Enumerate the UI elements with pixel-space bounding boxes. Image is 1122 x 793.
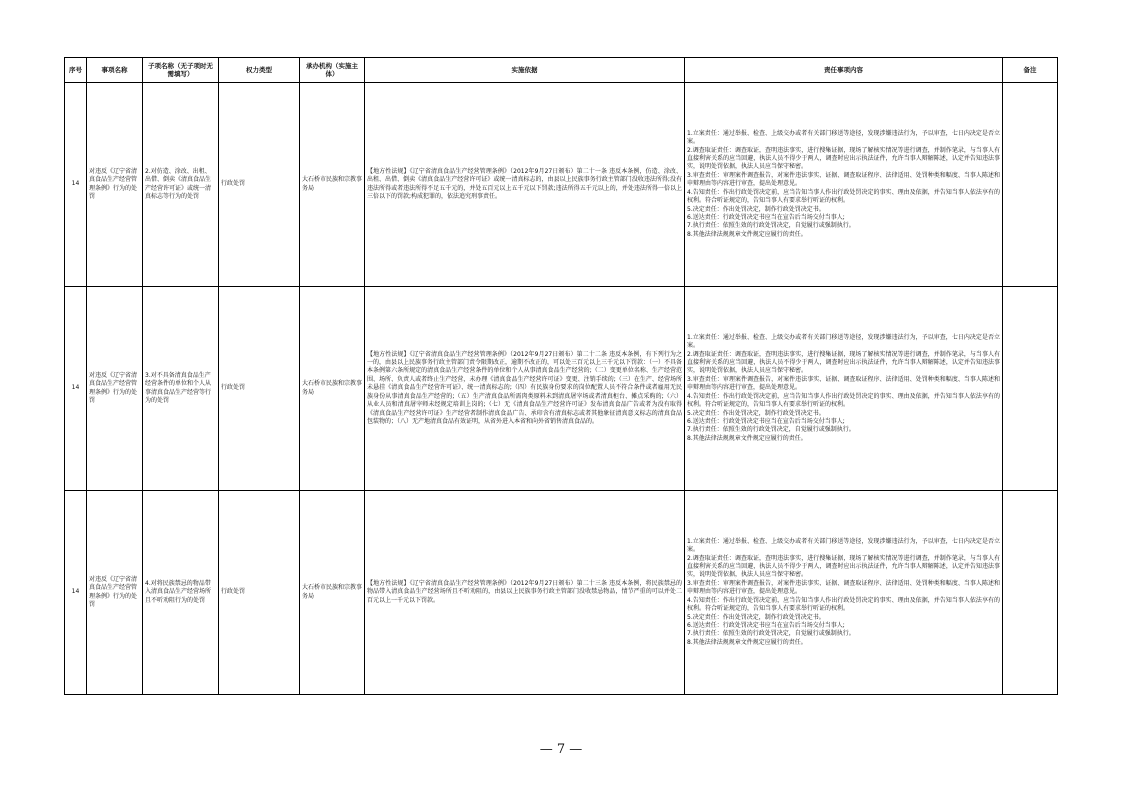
cell-no: 14	[65, 287, 87, 491]
responsibility-line: 4.告知责任：作出行政处罚决定前，应当告知当事人作出行政处罚决定的事实、理由及依据，并告知当事人依法享有的权利。符合听证规定的，告知当事人有要求举行听证的权利。	[687, 392, 1000, 409]
responsibility-line: 2.调查取证责任：调查取证，查明违法事实，进行搜集证据，现场了解核实情况等进行调查，并制作笔录，与当事人有直接利害关系的应当回避，执法人员不得少于两人，调查时应出示执法证件，允许当事人辩解陈述，认定并告知违法事实，说明处罚依据，执法人员应当保守秘密。	[687, 146, 1000, 171]
responsibility-line: 1.立案责任：通过举报、检查、上级交办或者有关部门移送等途径，发现涉嫌违法行为，予以审查，七日内决定是否立案。	[687, 333, 1000, 350]
cell-subitem-name: 2.对仿造、涂改、出租、出借、倒卖《清真食品生产经营许可证》或统一清真标志等行为的处罚	[143, 83, 219, 287]
cell-basis: 【地方性法规】《辽宁省清真食品生产经营管理条例》（2012年9月27日颁布）第二十二条 违反本条例，有下列行为之一的，由县以上民族事务行政主管部门责令限期改正，逾期不改正的，可以处三百元以上三千元以下罚款：（一）不具备本条例第六条所规定的清真食品生产经营条件的单位和个人从事清真食品生产经营的;（二）变更单位名称、生产经营范围、场所、负责人或者终止生产经营，未办理《清真食品生产经营许可证》变更、注销手续的;（三）在生产、经营场所未悬挂《清真食品生产经营许可证》、统一清真标志的;（四）有民族身份要求的岗位配置人员不符合条件或者雇用无民族身份从事清真食品生产经营的;（五）生产清真食品所需肉类原料未到清真屠宰场或者清真柜台、摊点采购的;（六）从业人员和清真屠宰师未经规定培训上岗的;（七）无《清真食品生产经营许可证》发布清真食品广告或者为没有取得《清真食品生产经营许可证》生产经营者制作清真食品广告、承印含有清真标志或者其他象征清真意义标志的清真食品包装物的；（八）无产地清真食品有效证明，从省外进入本省和向外省销售清真食品的。	[365, 287, 685, 491]
cell-subitem-name: 4.对将民族禁忌的物品带入清真食品生产经营场所且不听劝阻行为的处罚	[143, 491, 219, 695]
header-item-name: 事项名称	[87, 58, 143, 83]
cell-subitem-name: 3.对不具备清真食品生产经营条件的单位和个人从事清真食品生产经营等行为的处罚	[143, 287, 219, 491]
header-power-type: 权力类型	[219, 58, 300, 83]
table-row	[65, 491, 1058, 695]
cell-item-name: 对违反《辽宁省清真食品生产经营管理条例》行为的处罚	[87, 491, 143, 695]
cell-remarks	[1003, 491, 1058, 695]
cell-no: 14	[65, 491, 87, 695]
cell-agency: 大石桥市民族和宗教事务局	[300, 83, 365, 287]
cell-power-type: 行政处罚	[219, 491, 300, 695]
responsibility-line: 6.送达责任：行政处罚决定书应当在宣告后当场交付当事人;	[687, 213, 845, 221]
cell-responsibility	[685, 287, 1003, 491]
cell-basis: 【地方性法规】《辽宁省清真食品生产经营管理条例》（2012年9月27日颁布）第二十三条 违反本条例，将民族禁忌的物品带入清真食品生产经营场所且不听劝阻的，由县以上民族事务行政主管部门没收禁忌物品，情节严重的可以并处二百元以上一千元以下罚款。	[365, 491, 685, 695]
cell-agency: 大石桥市民族和宗教事务局	[300, 491, 365, 695]
responsibility-line: 3.审查责任：审理案件调查报告，对案件违法事实、证据、调查取证程序、法律适用、处罚种类和幅度、当事人陈述和申辩理由等内容进行审查，提出处理意见。	[687, 375, 1000, 392]
header-basis: 实施依据	[365, 58, 685, 83]
responsibility-line: 5.决定责任：作出处罚决定，制作行政处罚决定书。	[687, 613, 825, 621]
cell-item-name: 对违反《辽宁省清真食品生产经营管理条例》行为的处罚	[87, 287, 143, 491]
cell-no: 14	[65, 83, 87, 287]
responsibility-line: 8.其他法律法规规章文件规定应履行的责任。	[687, 434, 807, 442]
page-number: — 7 —	[539, 742, 583, 757]
responsibility-line: 4.告知责任：作出行政处罚决定前，应当告知当事人作出行政处罚决定的事实、理由及依据，并告知当事人依法享有的权利。符合听证规定的，告知当事人有要求举行听证的权利。	[687, 596, 1000, 613]
responsibility-line: 2.调查取证责任：调查取证，查明违法事实，进行搜集证据，现场了解核实情况等进行调查，并制作笔录，与当事人有直接利害关系的应当回避，执法人员不得少于两人，调查时应出示执法证件，允许当事人辩解陈述，认定并告知违法事实，说明处罚依据，执法人员应当保守秘密。	[687, 554, 1000, 579]
responsibility-line: 6.送达责任：行政处罚决定书应当在宣告后当场交付当事人;	[687, 621, 845, 629]
cell-power-type: 行政处罚	[219, 287, 300, 491]
power-list-table	[64, 57, 1058, 695]
table-row	[65, 287, 1058, 491]
cell-item-name: 对违反《辽宁省清真食品生产经营管理条例》行为的处罚	[87, 83, 143, 287]
responsibility-line: 4.告知责任：作出行政处罚决定前，应当告知当事人作出行政处罚决定的事实、理由及依据，并告知当事人依法享有的权利。符合听证规定的，告知当事人有要求举行听证的权利。	[687, 188, 1000, 205]
responsibility-line: 1.立案责任：通过举报、检查、上级交办或者有关部门移送等途径，发现涉嫌违法行为，予以审查，七日内决定是否立案。	[687, 129, 1000, 146]
responsibility-line: 6.送达责任：行政处罚决定书应当在宣告后当场交付当事人;	[687, 417, 845, 425]
responsibility-line: 1.立案责任：通过举报、检查、上级交办或者有关部门移送等途径，发现涉嫌违法行为，予以审查，七日内决定是否立案。	[687, 537, 1000, 554]
responsibility-line: 8.其他法律法规规章文件规定应履行的责任。	[687, 638, 807, 646]
header-agency: 承办机构（实施主体）	[300, 58, 365, 83]
cell-responsibility	[685, 491, 1003, 695]
cell-power-type: 行政处罚	[219, 83, 300, 287]
header-no: 序号	[65, 58, 87, 83]
header-subitem-name: 子项名称（无子项时无需填写）	[143, 58, 219, 83]
cell-responsibility	[685, 83, 1003, 287]
responsibility-line: 5.决定责任：作出处罚决定，制作行政处罚决定书。	[687, 409, 825, 417]
responsibility-line: 8.其他法律法规规章文件规定应履行的责任。	[687, 230, 807, 238]
cell-remarks	[1003, 287, 1058, 491]
responsibility-line: 3.审查责任：审理案件调查报告，对案件违法事实、证据、调查取证程序、法律适用、处罚种类和幅度、当事人陈述和申辩理由等内容进行审查，提出处理意见。	[687, 579, 1000, 596]
header-responsibility: 责任事项内容	[685, 58, 1003, 83]
table-body	[65, 83, 1058, 695]
responsibility-line: 7.执行责任：依照生效的行政处罚决定，自觉履行或强制执行。	[687, 426, 855, 434]
cell-basis: 【地方性法规】《辽宁省清真食品生产经营管理条例》（2012年9月27日颁布）第二十一条 违反本条例，仿造、涂改、出租、出借、倒卖《清真食品生产经营许可证》或统一清真标志的，由县以上民族事务行政主管部门没收违法所得;没有违法所得或者违法所得不足五千元的，并处五百元以上五千元以下罚款;违法所得五千元以上的，并处违法所得一倍以上三倍以下的罚款;构成犯罪的，依法追究刑事责任。	[365, 83, 685, 287]
header-remarks: 备注	[1003, 58, 1058, 83]
table-row	[65, 83, 1058, 287]
cell-agency: 大石桥市民族和宗教事务局	[300, 287, 365, 491]
responsibility-line: 5.决定责任：作出处罚决定，制作行政处罚决定书。	[687, 205, 825, 213]
responsibility-line: 7.执行责任：依照生效的行政处罚决定，自觉履行或强制执行。	[687, 630, 855, 638]
power-list-sheet	[64, 57, 1057, 688]
cell-remarks	[1003, 83, 1058, 287]
table-header-row	[65, 58, 1058, 83]
responsibility-line: 7.执行责任：依照生效的行政处罚决定，自觉履行或强制执行。	[687, 222, 855, 230]
responsibility-line: 3.审查责任：审理案件调查报告，对案件违法事实、证据、调查取证程序、法律适用、处罚种类和幅度、当事人陈述和申辩理由等内容进行审查，提出处理意见。	[687, 171, 1000, 188]
responsibility-line: 2.调查取证责任：调查取证，查明违法事实，进行搜集证据，现场了解核实情况等进行调查，并制作笔录，与当事人有直接利害关系的应当回避，执法人员不得少于两人，调查时应出示执法证件，允许当事人辩解陈述，认定并告知违法事实，说明处罚依据，执法人员应当保守秘密。	[687, 350, 1000, 375]
